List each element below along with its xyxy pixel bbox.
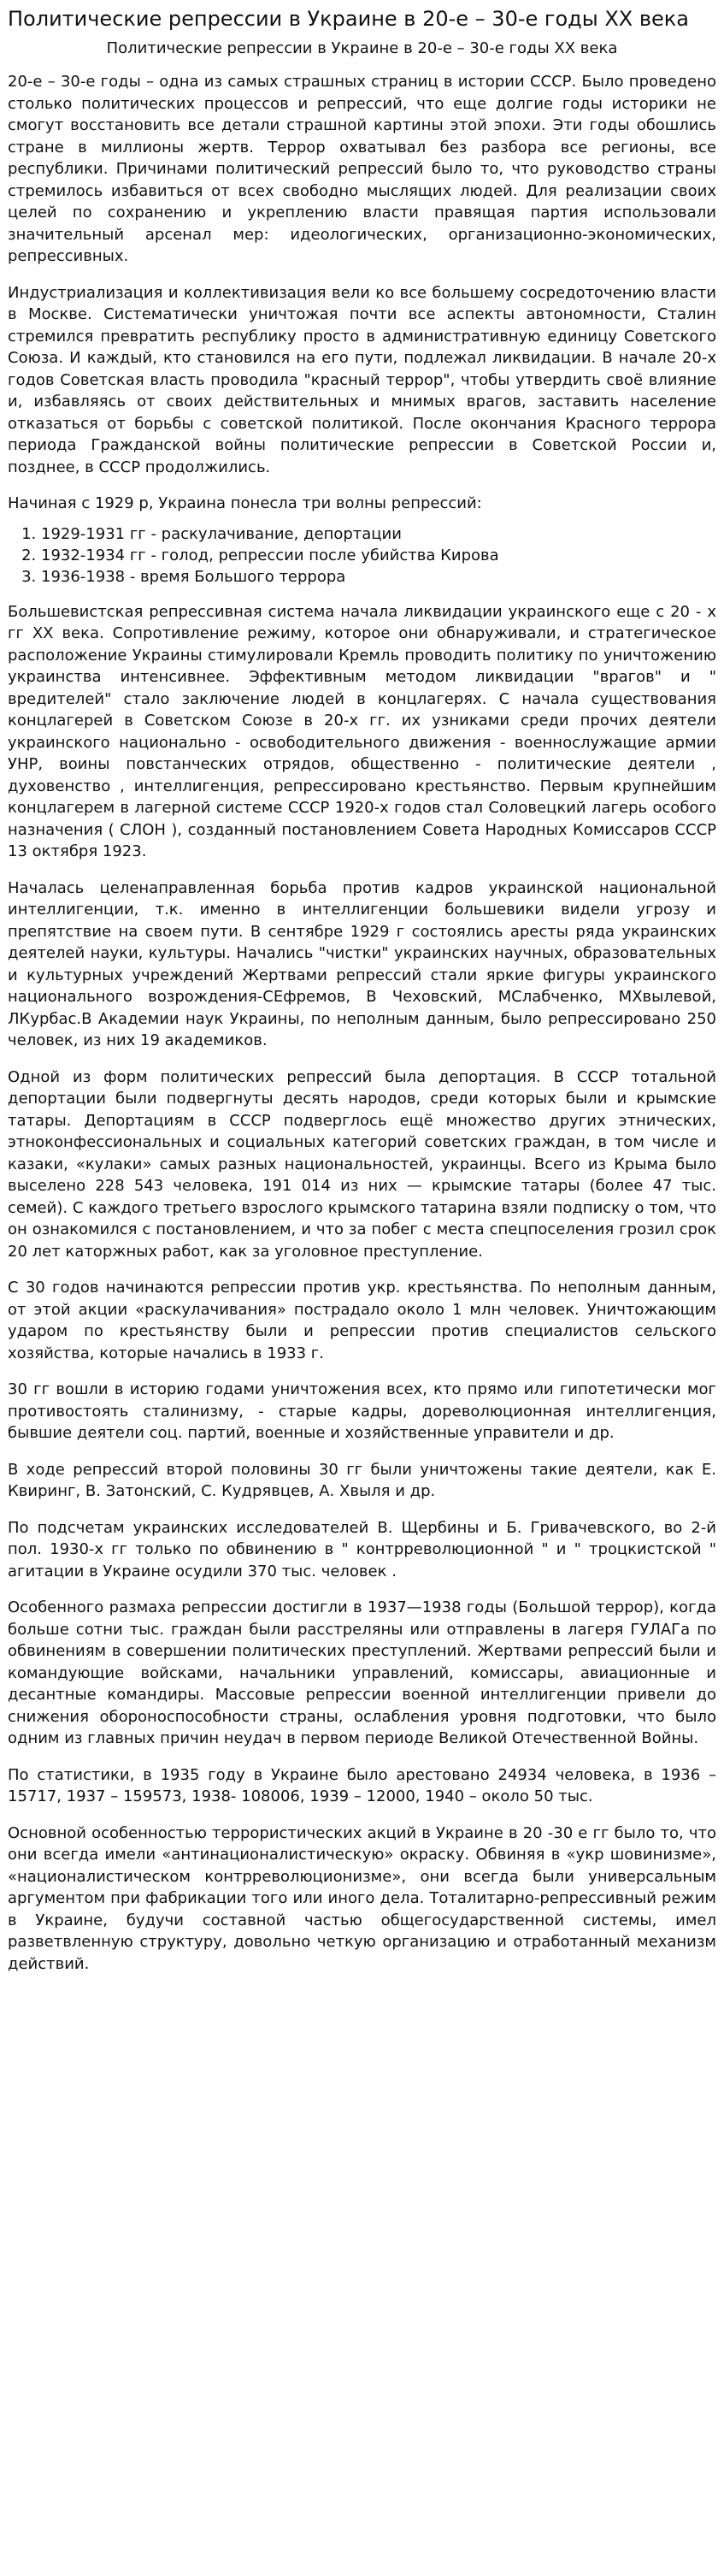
- paragraph-deportation: Одной из форм политических репрессий была депортация. В СССР тотальной депортации были подвергнуты десять народов, среди которых были и крымские татары. Депортациям в СССР подверглось ещё множество других этнических, этноконфессиональных и социальных категорий советских граждан, в том числе и казаки, «кулаки» самых разных национальностей, украинцы. Всего из Крыма было выселено 228 543 человека, 191 014 из них — крымские татары (более 47 тыс. семей). С каждого третьего взрослого крымского татарина взяли подписку о том, что он ознакомился с постановлением, и что за побег с места спецпоселения грозил срок 20 лет каторжных работ, как за уголовное преступление.: [8, 1067, 716, 1261]
- list-item: 3. 1936-1938 - время Большого террора: [41, 566, 716, 588]
- paragraph-statistics: По статистики, в 1935 году в Украине было арестовано 24934 человека, в 1936 – 15717, 1937 – 159573, 1938- 108006, 1939 – 12000, 1940 – около 50 тыс.: [8, 1765, 716, 1805]
- page-subtitle: Политические репрессии в Украине в 20-е – 30-е годы XX века: [106, 39, 618, 57]
- repression-waves-list: [8, 523, 716, 588]
- paragraph-great-terror: Особенного размаха репрессии достигли в 1937—1938 годы (Большой террор), когда больше сотни тыс. граждан были расстреляны или отправлены в лагеря ГУЛАГа по обвинениям в совершении политических преступлений. Жертвами репрессий были и командующие войсками, начальники управлений, комиссары, авиационные и десантные командиры. Массовые репрессии военной интеллигенции привели до снижения обороноспособности страны, ослабления уровня подготовки, что было одним из главных причин неудач в первом периоде Великой Отечественной Войны.: [8, 1598, 716, 1747]
- paragraph-second-half: В ходе репрессий второй половины 30 гг были уничтожены такие деятели, как Е. Квиринг, В. Затонский, С. Кудрявцев, А. Хвыля и др.: [8, 1460, 716, 1500]
- paragraph-researchers: По подсчетам украинских исследователей В. Щербины и Б. Гривачевского, во 2-й пол. 1930-х гг только по обвинению в " контрреволюционной " и " троцкистской " агитации в Украине осудили 370 тыс. человек .: [8, 1518, 716, 1580]
- paragraph-intro: 20-е – 30-е годы – одна из самых страшных страниц в истории СССР. Было проведено столько политических процессов и репрессий, что еще долгие годы историки не смогут восстановить все детали страшной картины этой эпохи. Эти годы обошлись стране в миллионы жертв. Террор охватывал без разбора все регионы, все республики. Причинами политический репрессий было то, что руководство страны стремилось избавиться от всех свободно мыслящих людей. Для реализации своих целей по сохранению и укреплению власти правящая партия использовали значительный арсенал мер: идеологических, организационно-экономических, репрессивных.: [8, 73, 716, 265]
- paragraph-waves-intro: Начиная с 1929 р, Украина понесла три волны репрессий:: [8, 494, 482, 512]
- article-body: [8, 71, 716, 1975]
- list-item: 2. 1932-1934 гг - голод, репрессии после убийства Кирова: [41, 545, 716, 566]
- page-title: Политические репрессии в Украине в 20-е – 30-е годы XX века: [8, 7, 689, 31]
- list-item: 1. 1929-1931 гг - раскулачивание, депортации: [41, 523, 716, 545]
- paragraph-industrialization: Индустриализация и коллективизация вели ко все большему сосредоточению власти в Москве. Систематически уничтожая почти все аспекты автономности, Сталин стремился превратить республику просто в административную единицу Советского Союза. И каждый, кто становился на его пути, подлежал ликвидации. В начале 20-х годов Советская власть проводила "красный террор", чтобы утвердить своё влияние и, избавляясь от своих действительных и мнимых врагов, заставить население отказаться от борьбы с советской политикой. После окончания Красного террора периода Гражданской войны политические репрессии в Советской России и, позднее, в СССР продолжились.: [8, 283, 716, 476]
- paragraph-peasantry: С 30 годов начинаются репрессии против укр. крестьянства. По неполным данным, от этой акции «раскулачивания» пострадало около 1 млн человек. Уничтожающим ударом по крестьянству были и репрессии против специалистов сельского хозяйства, которые начались в 1933 г.: [8, 1279, 716, 1362]
- paragraph-thirties: 30 гг вошли в историю годами уничтожения всех, кто прямо или гипотетически мог противостоять сталинизму, - старые кадры, дореволюционная интеллигенция, бывшие деятели соц. партий, военные и хозяйственные управители и др.: [8, 1380, 716, 1442]
- paragraph-conclusion: Основной особенностью террористических акций в Украине в 20 -30 е гг было то, что они всегда имели «антинационалистическую» окраску. Обвиняя в «укр шовинизме», «националистическом контрреволюционизме», они всегда были универсальным аргументом при фабрикации того или иного дела. Тоталитарно-репрессивный режим в Украине, будучи составной частью общегосударственной системы, имел разветвленную структуру, довольно четкую организацию и отработанный механизм действий.: [8, 1823, 716, 1973]
- paragraph-intelligentsia: Началась целенаправленная борьба против кадров украинской национальной интеллигенции, т.к. именно в интеллигенции большевики видели угрозу и препятствие на своем пути. В сентябре 1929 г состоялись аресты ряда украинских деятелей науки, культуры. Начались "чистки" украинских научных, образовательных и культурных учреждений Жертвами репрессий стали яркие фигуры украинского национального возрождения-СЕфремов, В Чеховский, МСлабченко, МХвылевой, ЛКурбас.В Академии наук Украины, по неполным данным, было репрессировано 250 человек, из них 19 академиков.: [8, 878, 716, 1049]
- paragraph-concentration-camps: Большевистская репрессивная система начала ликвидации украинского еще с 20 - х гг XX века. Сопротивление режиму, которое они обнаруживали, и стратегическое расположение Украины стимулировали Кремль проводить политику по уничтожению украинства интенсивнее. Эффективным методом ликвидации "врагов" и " вредителей" стало заключение людей в концлагерях. С начала существования концлагерей в Советском Союзе в 20-х гг. их узниками среди прочих деятели украинского национально - освободительного движения - военнослужащие армии УНР, воины повстанческих отрядов, общественно - политические деятели , духовенство , интеллигенция, репрессировано крестьянство. Первым крупнейшим концлагерем в лагерной системе СССР 1920-х годов стал Соловецкий лагерь особого назначения ( СЛОН ), созданный постановлением Совета Народных Комиссаров СССР 13 октября 1923.: [8, 602, 716, 860]
